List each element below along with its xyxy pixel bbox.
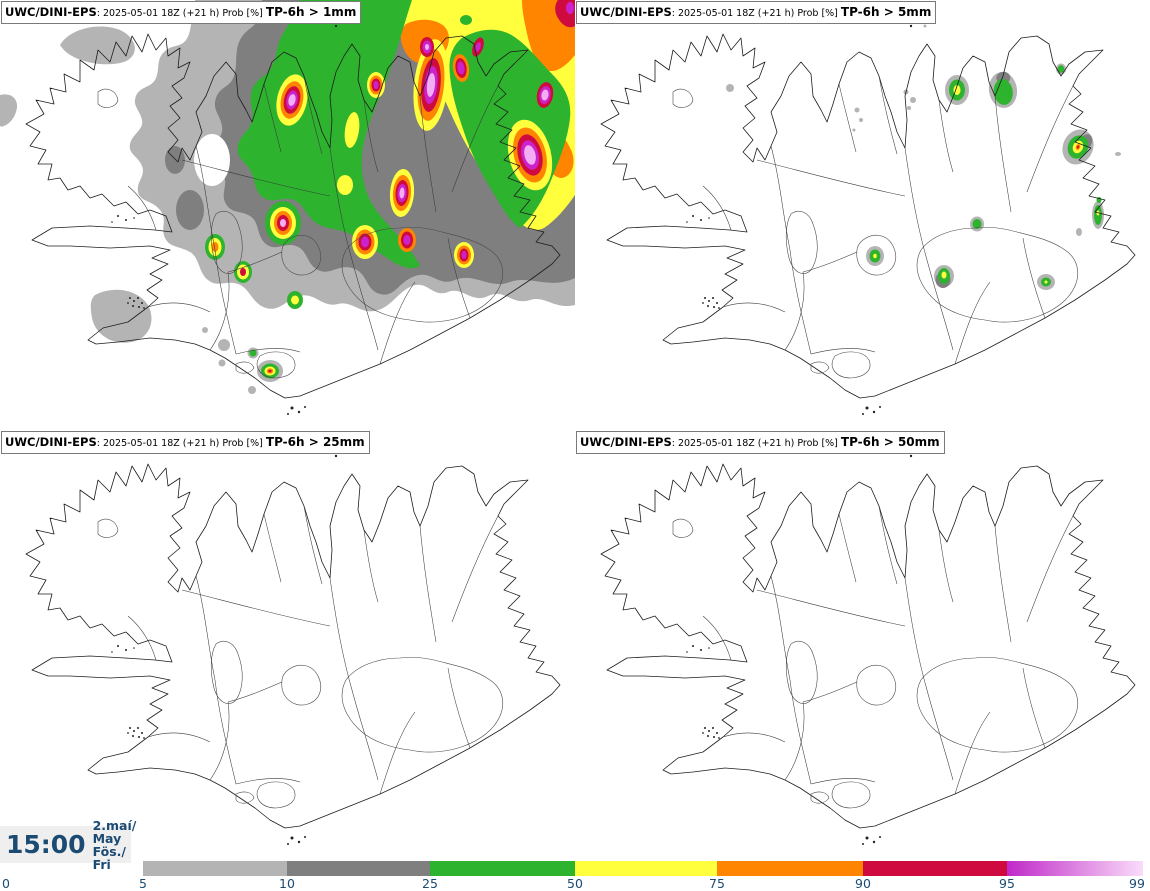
valid-date: 2.maí/ May bbox=[92, 817, 137, 846]
panel-title-25mm bbox=[1, 431, 370, 454]
panel-title-1mm bbox=[1, 1, 361, 24]
run-info: : 2025-05-01 18Z (+21 h) Prob [%] bbox=[671, 8, 841, 19]
probability-colorbar bbox=[143, 861, 1143, 876]
threshold-label: TP-6h > 1mm bbox=[265, 5, 357, 19]
colorbar-segment-95-99 bbox=[1007, 861, 1143, 876]
model-name: UWC/DINI-EPS bbox=[580, 435, 672, 449]
colorbar-segment-25-50 bbox=[430, 861, 575, 876]
panel-tp-1mm bbox=[0, 0, 575, 430]
colorbar-tick-50: 50 bbox=[567, 876, 583, 891]
run-info: : 2025-05-01 18Z (+21 h) Prob [%] bbox=[671, 438, 841, 449]
colorbar-segment-75-90 bbox=[717, 861, 863, 876]
panel-title-5mm bbox=[576, 1, 936, 24]
probability-field-overlay-5mm bbox=[726, 25, 1121, 291]
colorbar-segment-90-95 bbox=[863, 861, 1007, 876]
colorbar-tick-90: 90 bbox=[855, 876, 871, 891]
valid-time: 15:00 bbox=[6, 830, 86, 859]
run-info: : 2025-05-01 18Z (+21 h) Prob [%] bbox=[96, 8, 266, 19]
colorbar-tick-5: 5 bbox=[139, 876, 147, 891]
colorbar-segment-5-10 bbox=[143, 861, 287, 876]
colorbar-tick-75: 75 bbox=[709, 876, 725, 891]
colorbar-segment-50-75 bbox=[575, 861, 717, 876]
valid-day: Fös./ Fri bbox=[92, 843, 126, 872]
run-info: : 2025-05-01 18Z (+21 h) Prob [%] bbox=[96, 438, 266, 449]
threshold-label: TP-6h > 50mm bbox=[840, 435, 940, 449]
panel-tp-25mm bbox=[0, 430, 575, 860]
threshold-label: TP-6h > 5mm bbox=[840, 5, 932, 19]
panel-tp-50mm bbox=[575, 430, 1150, 860]
model-name: UWC/DINI-EPS bbox=[5, 5, 97, 19]
model-name: UWC/DINI-EPS bbox=[580, 5, 672, 19]
model-name: UWC/DINI-EPS bbox=[5, 435, 97, 449]
panel-title-50mm bbox=[576, 431, 945, 454]
colorbar-tick-10: 10 bbox=[279, 876, 295, 891]
valid-time-box bbox=[0, 817, 137, 872]
colorbar-tick-25: 25 bbox=[422, 876, 438, 891]
colorbar-tick-95: 95 bbox=[999, 876, 1015, 891]
panel-tp-5mm bbox=[575, 0, 1150, 430]
colorbar-tick-0: 0 bbox=[2, 876, 10, 891]
probability-field-overlay-1mm bbox=[0, 0, 575, 394]
colorbar-segment-10-25 bbox=[287, 861, 430, 876]
colorbar-tick-99: 99 bbox=[1129, 876, 1145, 891]
threshold-label: TP-6h > 25mm bbox=[265, 435, 365, 449]
